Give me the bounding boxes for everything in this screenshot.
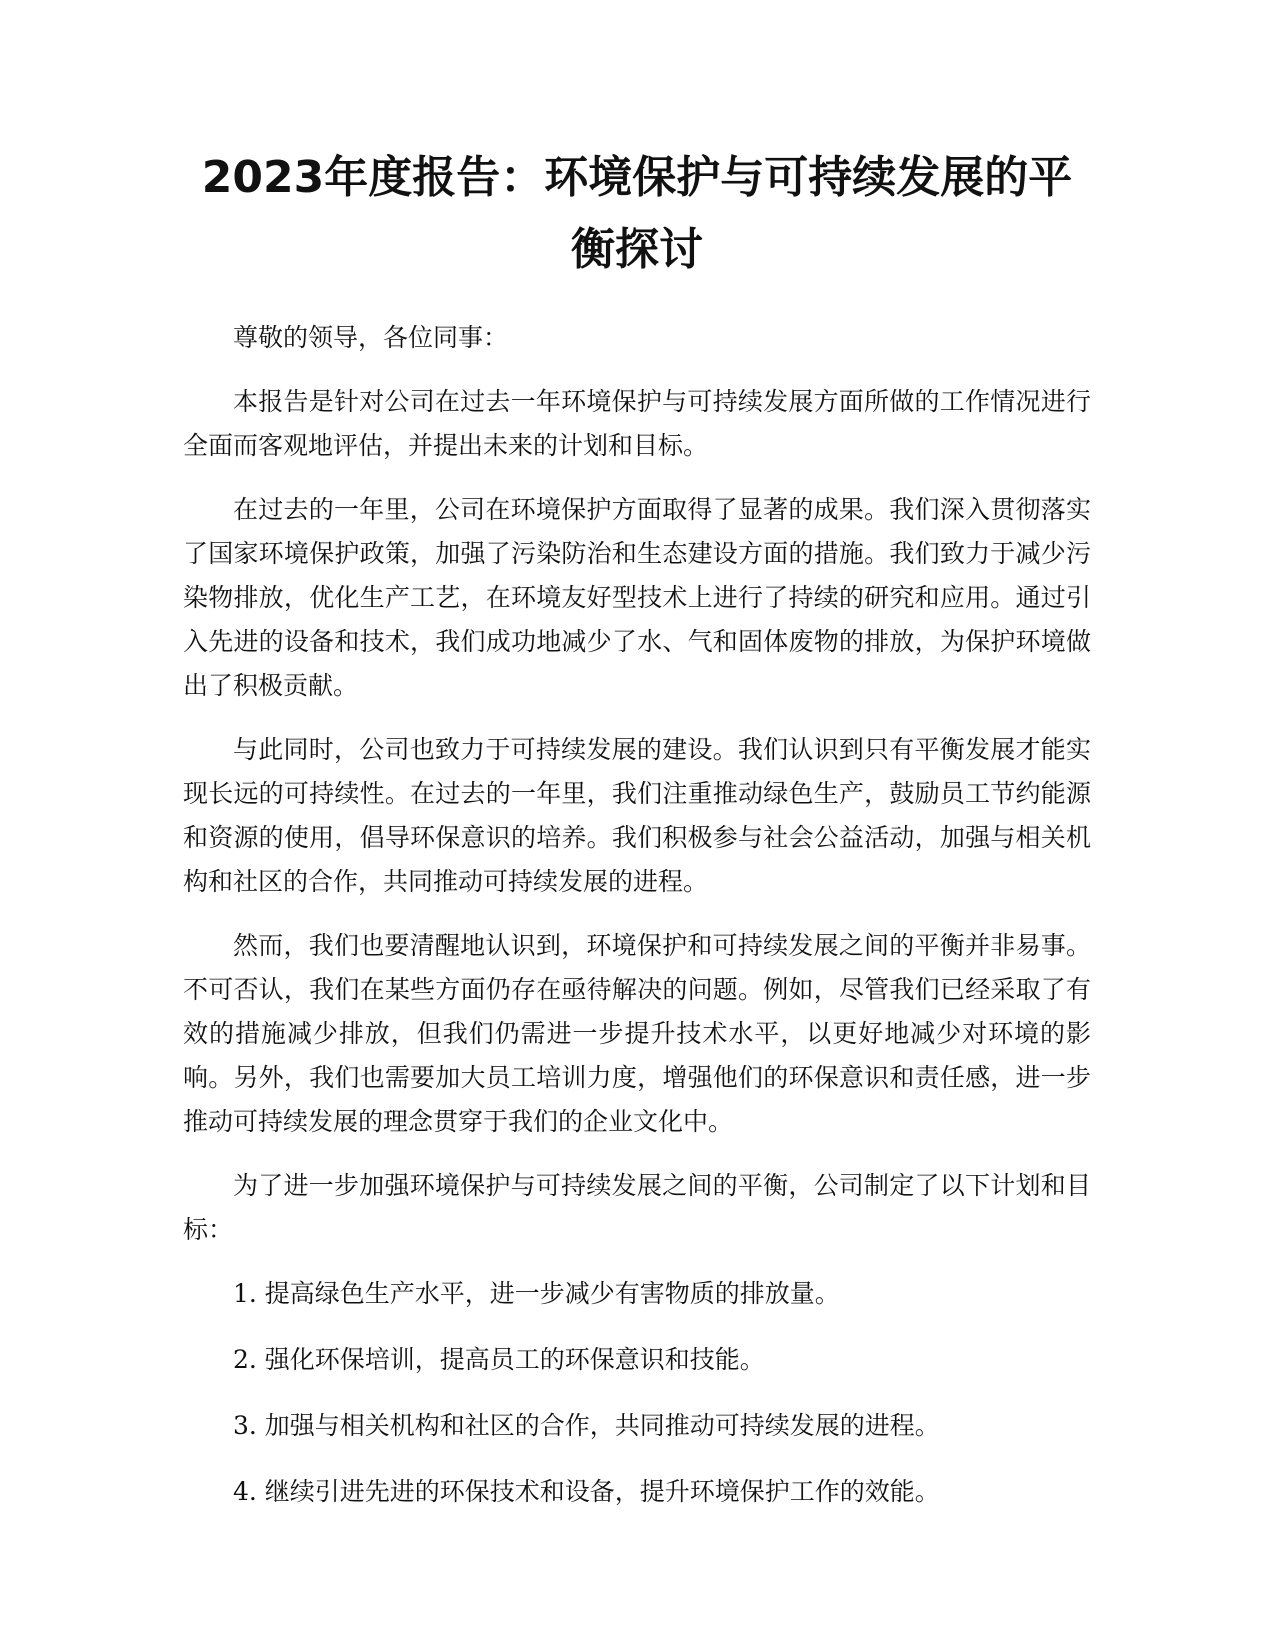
document-title: 2023年度报告：环境保护与可持续发展的平衡探讨 — [201, 152, 1073, 275]
paragraph-challenges: 然而，我们也要清醒地认识到，环境保护和可持续发展之间的平衡并非易事。不可否认，我们在某些方面仍存在亟待解决的问题。例如，尽管我们已经采取了有效的措施减少排放，但我们仍需进一步提升技术水平，以更好地减少对环境的影响。另外，我们也需要加大员工培训力度，增强他们的环保意识和责任感，进一步推动可持续发展的理念贯穿于我们的企业文化中。 — [183, 931, 1091, 1136]
plan-list — [183, 1272, 1091, 1514]
paragraph-sustainability: 与此同时，公司也致力于可持续发展的建设。我们认识到只有平衡发展才能实现长远的可持续性。在过去的一年里，我们注重推动绿色生产，鼓励员工节约能源和资源的使用，倡导环保意识的培养。我们积极参与社会公益活动，加强与相关机构和社区的合作，共同推动可持续发展的进程。 — [183, 735, 1091, 896]
paragraph-intro: 本报告是针对公司在过去一年环境保护与可持续发展方面所做的工作情况进行全面而客观地评估，并提出未来的计划和目标。 — [183, 387, 1091, 460]
list-item: 1. 提高绿色生产水平，进一步减少有害物质的排放量。 — [233, 1279, 840, 1308]
list-item: 2. 强化环保培训，提高员工的环保意识和技能。 — [233, 1345, 765, 1374]
paragraph-plans-intro: 为了进一步加强环境保护与可持续发展之间的平衡，公司制定了以下计划和目标： — [183, 1171, 1091, 1244]
paragraph-environment-achievements: 在过去的一年里，公司在环境保护方面取得了显著的成果。我们深入贯彻落实了国家环境保护政策，加强了污染防治和生态建设方面的措施。我们致力于减少污染物排放，优化生产工艺，在环境友好型技术上进行了持续的研究和应用。通过引入先进的设备和技术，我们成功地减少了水、气和固体废物的排放，为保护环境做出了积极贡献。 — [183, 495, 1091, 700]
document-page — [183, 142, 1091, 1536]
list-item: 3. 加强与相关机构和社区的合作，共同推动可持续发展的进程。 — [233, 1411, 940, 1440]
salutation: 尊敬的领导，各位同事： — [233, 323, 509, 352]
list-item: 4. 继续引进先进的环保技术和设备，提升环境保护工作的效能。 — [233, 1477, 940, 1506]
